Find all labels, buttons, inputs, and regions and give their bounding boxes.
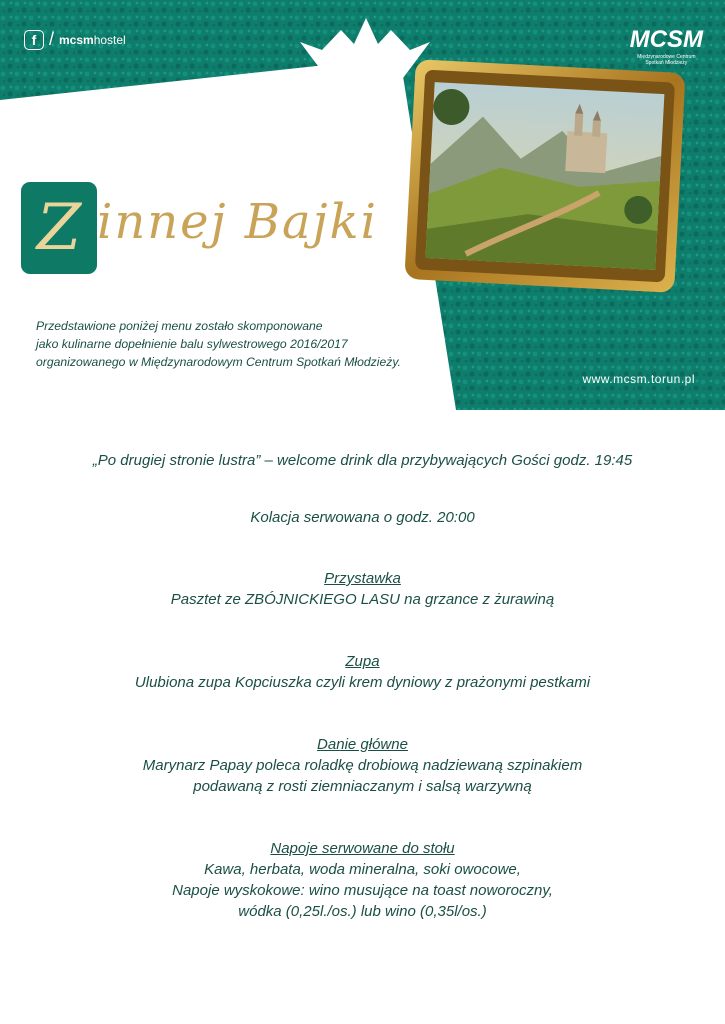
section-item: Marynarz Papay poleca roladkę drobiową nadziewaną szpinakiem <box>142 757 583 774</box>
intro-text <box>36 317 456 371</box>
header-banner <box>0 0 725 410</box>
menu-section-main-course <box>0 734 725 797</box>
section-heading: Zupa <box>345 653 380 670</box>
website-url[interactable]: www.mcsm.torun.pl <box>582 372 695 386</box>
section-item: Napoje wyskokowe: wino musujące na toast noworoczny, <box>172 882 553 899</box>
brand-divider: / <box>49 29 55 49</box>
menu-section-soup <box>0 651 725 693</box>
mcsm-logo <box>630 28 703 66</box>
menu-section-drinks <box>0 838 725 922</box>
painting-frame-image <box>404 59 685 293</box>
facebook-icon: f <box>24 30 44 50</box>
facebook-brand[interactable] <box>24 29 126 50</box>
section-item: Kawa, herbata, woda mineralna, soki owocowe, <box>204 861 521 878</box>
section-item: wódka (0,25l./os.) lub wino (0,35l/os.) <box>238 903 487 920</box>
mcsm-logo-text: MCSM <box>629 26 703 53</box>
event-title: innej Bajki <box>97 194 378 250</box>
section-item: Ulubiona zupa Kopciuszka czyli krem dyniowy z prażonymi pestkami <box>134 674 591 691</box>
title-initial-badge <box>21 182 97 274</box>
section-heading: Napoje serwowane do stołu <box>270 840 455 857</box>
title-initial-letter: Z <box>36 191 82 265</box>
intro-line: jako kulinarne dopełnienie balu sylwestrowego 2016/2017 <box>36 337 348 351</box>
section-item: Pasztet ze ZBÓJNICKIEGO LASU na grzance z żurawiną <box>170 591 555 608</box>
dinner-time-line: Kolacja serwowana o godz. 20:00 <box>250 509 475 526</box>
section-heading: Danie główne <box>317 736 408 753</box>
mcsm-logo-subtitle: Międzynarodowe Centrum Spotkań Młodzieży <box>637 54 696 66</box>
section-item: podawaną z rosti ziemniaczanym i salsą warzywną <box>193 778 532 795</box>
menu-section-starter <box>0 568 725 610</box>
intro-line: organizowanego w Międzynarodowym Centrum Spotkań Młodzieży. <box>36 355 401 369</box>
welcome-drink-line: „Po drugiej stronie lustra” – welcome drink dla przybywających Gości godz. 19:45 <box>92 452 633 469</box>
hostel-brand-name: mcsmhostel <box>59 32 126 47</box>
intro-line: Przedstawione poniżej menu zostało skomponowane <box>36 319 323 333</box>
section-heading: Przystawka <box>324 570 401 587</box>
